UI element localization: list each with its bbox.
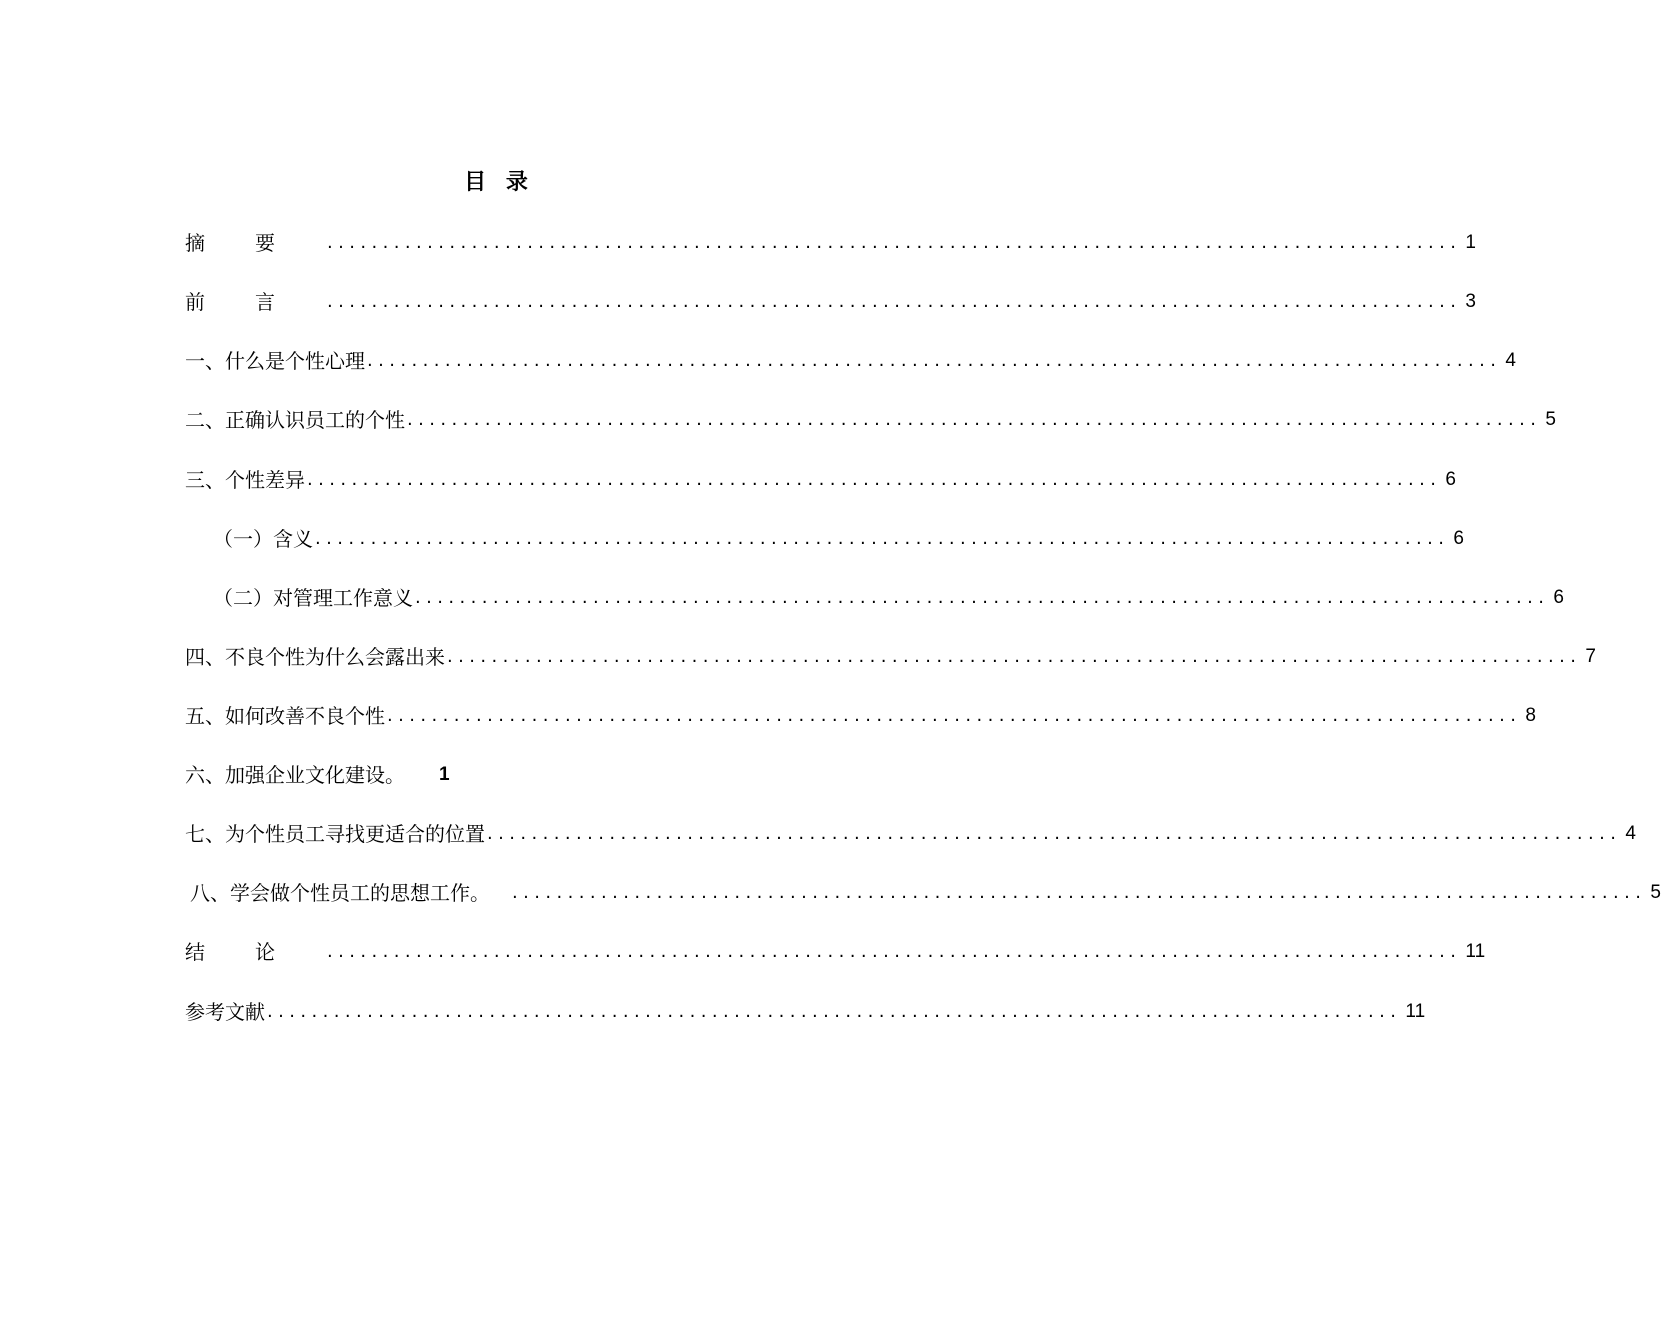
toc-entry-page-number: 6	[1453, 528, 1464, 549]
toc-entry-label: 二、正确认识员工的个性	[185, 408, 405, 432]
toc-entry-page-number: 11	[1465, 941, 1486, 962]
toc-leader-dots: ......................................................................................................	[327, 232, 1462, 253]
toc-entry-label: 六、加强企业文化建设。	[185, 763, 405, 787]
toc-leader-dots: ......................................................................................................	[315, 528, 1450, 549]
toc-entry-subsection-3-1[interactable]	[213, 524, 1464, 554]
toc-entry-page-number: 5	[1545, 409, 1556, 430]
toc-entry-section-8[interactable]	[190, 878, 1661, 908]
toc-entry-references[interactable]	[185, 997, 1426, 1027]
toc-entry-subsection-3-2[interactable]	[213, 583, 1564, 613]
toc-entry-page-number: 4	[1505, 350, 1516, 371]
toc-title: 目 录	[464, 170, 534, 195]
toc-entry-section-1[interactable]	[185, 346, 1516, 376]
toc-entry-label: 一、什么是个性心理	[185, 349, 365, 373]
toc-entry-page-number: 6	[1553, 587, 1564, 608]
toc-entry-conclusion[interactable]	[185, 937, 1486, 967]
toc-leader-dots: ......................................................................................................	[387, 705, 1522, 726]
toc-entry-label: （一）含义	[213, 527, 313, 551]
toc-entry-section-6[interactable]	[185, 760, 882, 790]
toc-entry-label: 四、不良个性为什么会露出来	[185, 645, 445, 669]
toc-entry-abstract[interactable]	[185, 228, 1476, 258]
toc-entry-section-7[interactable]	[185, 819, 1636, 849]
toc-entry-page-number: 4	[1625, 823, 1636, 844]
toc-leader-dots: ......................................................................................................	[415, 587, 1550, 608]
toc-entry-label: 八、学会做个性员工的思想工作。	[190, 881, 490, 905]
toc-entry-label: 三、个性差异	[185, 468, 305, 492]
toc-leader-dots: ......................................................................................................	[367, 350, 1502, 371]
toc-entry-section-5[interactable]	[185, 701, 1536, 731]
toc-leader-dots: ......................................................................................................	[487, 823, 1622, 844]
toc-entry-label: 前言	[185, 290, 325, 314]
toc-leader-dots: ......................................................................................................	[512, 882, 1647, 903]
toc-entry-label: 五、如何改善不良个性	[185, 704, 385, 728]
toc-leader-dots: ......................................................................................................	[407, 409, 1542, 430]
toc-entry-section-3[interactable]	[185, 465, 1456, 495]
toc-entry-page-number: 5	[1650, 882, 1661, 903]
toc-entry-page-number: 3	[1465, 291, 1476, 312]
toc-entry-label: （二）对管理工作意义	[213, 586, 413, 610]
toc-leader-dots: ......................................................................................................	[267, 1001, 1402, 1022]
toc-entry-section-2[interactable]	[185, 405, 1556, 435]
toc-leader-dots: ......................................................................................................	[307, 469, 1442, 490]
toc-leader-dots: ......................................................................................................	[327, 291, 1462, 312]
toc-entry-page-number: 1	[1465, 232, 1476, 253]
toc-entry-label: 参考文献	[185, 1000, 265, 1024]
toc-entry-label: 摘要	[185, 231, 325, 255]
toc-entry-page-number: 8	[1525, 705, 1536, 726]
toc-entry-section-4[interactable]	[185, 642, 1596, 672]
toc-leader-dots: ......................................................................................................	[327, 941, 1462, 962]
toc-entry-page-number: 1	[439, 764, 450, 785]
toc-entry-page-number: 6	[1445, 469, 1456, 490]
toc-entry-label: 七、为个性员工寻找更适合的位置	[185, 822, 485, 846]
toc-entry-preface[interactable]	[185, 287, 1476, 317]
toc-entry-page-number: 7	[1585, 646, 1596, 667]
toc-entry-page-number: 11	[1405, 1001, 1426, 1022]
toc-leader-dots: ......................................................................................................	[447, 646, 1582, 667]
toc-entry-label: 结论	[185, 940, 325, 964]
